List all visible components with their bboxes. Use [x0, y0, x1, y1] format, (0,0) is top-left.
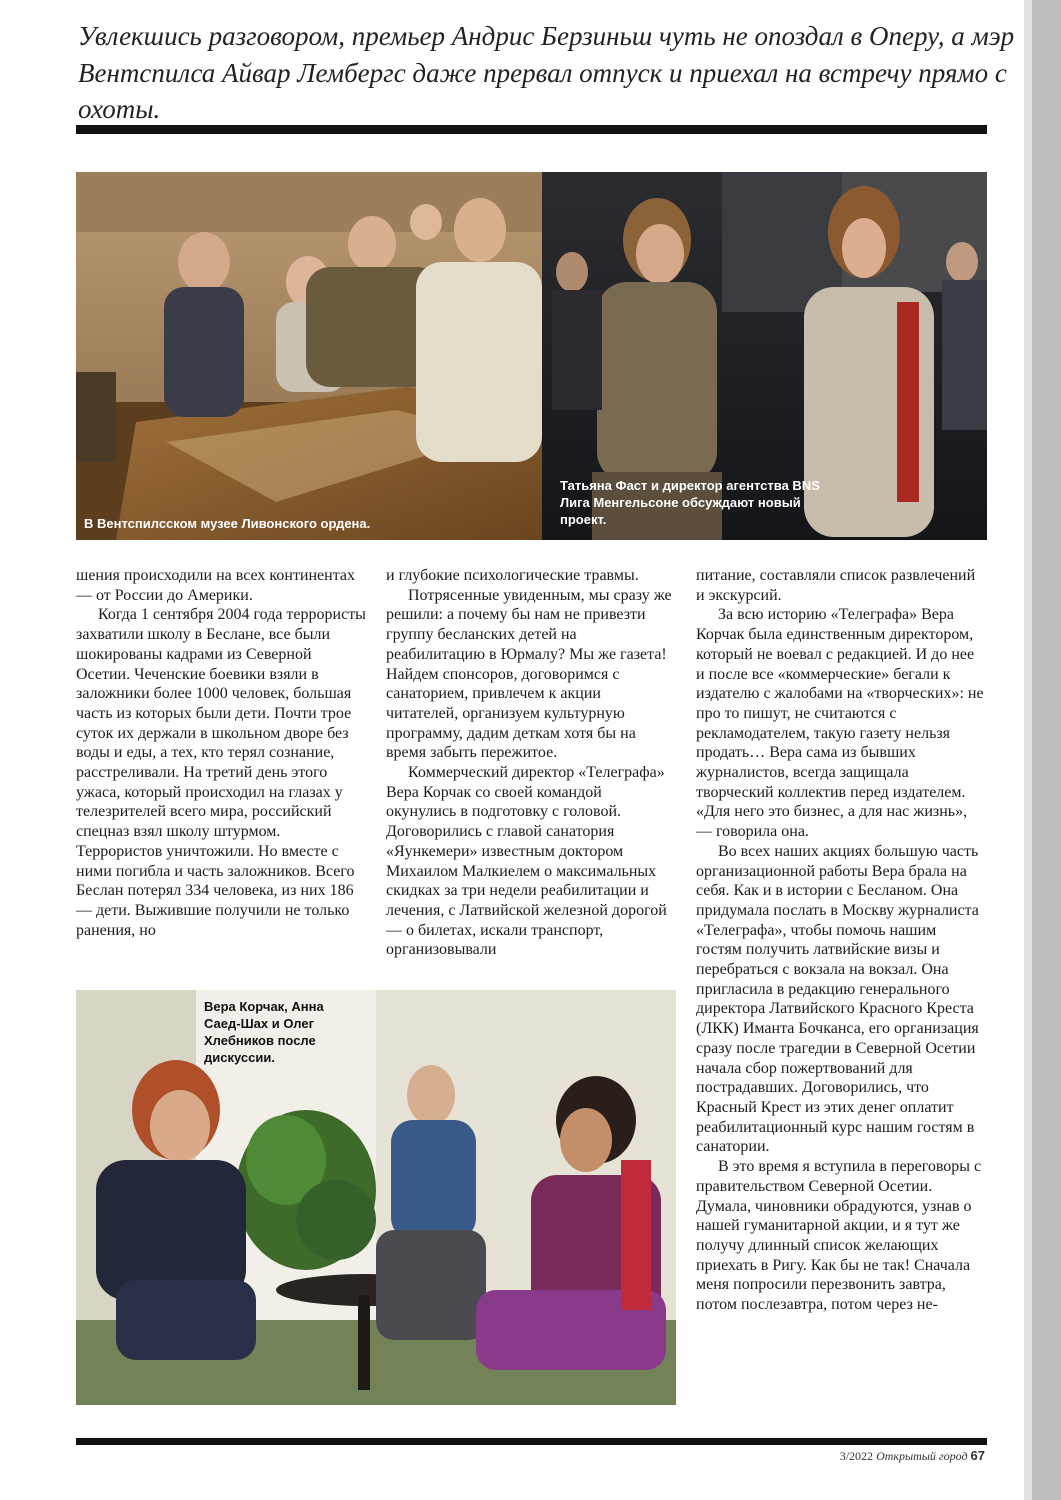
footer-divider — [76, 1438, 987, 1445]
paragraph: шения происходили на всех континентах — от России до Америки. — [76, 567, 356, 604]
photo-museum — [76, 172, 542, 540]
text-column-2 — [386, 566, 676, 960]
page-number: 67 — [970, 1448, 985, 1463]
page-footer — [840, 1448, 985, 1464]
text-column-1 — [76, 566, 366, 940]
paragraph: Потрясенные увиденным, мы сразу же решили: а почему бы нам не привезти группу бесланских детей на реабилитацию в Юрмалу? Мы же газета! Найдем спонсоров, договоримся с санаторием, привлечем к акции читателей, организуем культурную программу, дадим деткам хотя бы на время забыть пережитое. — [386, 586, 672, 762]
lead-divider — [76, 125, 987, 134]
paragraph: Коммерческий директор «Телеграфа» Вера Корчак со своей командой окунулись в подготовку с головой. Договорились с главой санатория «Яункемери» известным доктором Михаилом Малкиелем о максимальных скидках за три недели реабилитации и лечения, с Латвийской железной дорогой — о билетах, искали транспорт, организовывали — [386, 764, 667, 959]
page-edge-inner — [1024, 0, 1032, 1500]
text-column-3 — [696, 566, 986, 1315]
photo-discussion — [76, 990, 676, 1405]
paragraph: За всю историю «Телеграфа» Вера Корчак была единственным директором, который не воевал с редакцией. И до нее и после все «коммерческие» бегали к издателю с жалобами на «творческих»: не про то пишут, не считаются с рекламодателем, такую газету нельзя продать… Вера сама из бывших журналистов, всегда защищала творческий коллектив перед издателем. «Для него это бизнес, а для нас жизнь», — говорила она. — [696, 606, 984, 841]
page-edge — [1030, 0, 1061, 1500]
paragraph: В это время я вступила в переговоры с правительством Северной Осетии. Думала, чиновники обрадуются, узнав о нашей гуманитарной акции, и я тут же получу длинный список желающих приехать в Ригу. Как бы не так! Сначала меня попросили перезвонить завтра, потом послезавтра, потом через не- — [696, 1158, 982, 1314]
photo-talk — [542, 172, 987, 540]
paragraph: Во всех наших акциях большую часть организационной работы Вера брала на себя. Как и в истории с Бесланом. Она придумала послать в Москву журналиста «Телеграфа», чтобы помочь нашим гостям получить латвийские визы и перебраться с вокзала на вокзал. Она пригласила в редакцию генерального директора Латвийского Красного Креста (ЛКК) Иманта Бочканса, его организация сразу после трагедии в Северной Осетии начала сбор пожертвований для пострадавших. Договорились, что Красный Крест из этих денег оплатит реабилитационный курс нашим гостям в санатории. — [696, 842, 979, 1156]
issue-number: 3/2022 — [839, 1449, 874, 1463]
photo-museum-caption: В Вентспилсском музее Ливонского ордена. — [84, 516, 371, 531]
paragraph: питание, составляли список развлечений и экскурсий. — [696, 567, 976, 604]
magazine-title: Открытый город — [876, 1449, 968, 1463]
paragraph: и глубокие психологические травмы. — [386, 567, 639, 584]
photo-discussion-caption: Вера Корчак, Анна Саед-Шах и Олег Хлебников после дискуссии. — [204, 999, 324, 1065]
lead-paragraph: Увлекшись разговором, премьер Андрис Берзиньш чуть не опоздал в Оперу, а мэр Вентспилса Айвар Лембергс даже прервал отпуск и приехал на встречу прямо с охоты. — [78, 21, 1015, 124]
paragraph: Когда 1 сентября 2004 года террористы захватили школу в Беслане, все были шокированы кадрами из Северной Осетии. Чеченские боевики взяли в заложники более 1000 человек, большая часть из которых были дети. Почти трое суток их держали в школьном дворе без воды и еды, а тех, кто терял сознание, расстреливали. На третий день этого ужаса, который происходил на глазах у телезрителей всего мира, российский спецназ взял школу штурмом. Террористов уничтожили. Но вместе с ними погибла и часть заложников. Всего Беслан потерял 334 человека, из них 186 — дети. Выжившие получили не только ранения, но — [76, 606, 366, 939]
photo-talk-caption: Татьяна Фаст и директор агентства BNS Лига Менгельсоне обсуждают новый проект. — [560, 478, 820, 527]
